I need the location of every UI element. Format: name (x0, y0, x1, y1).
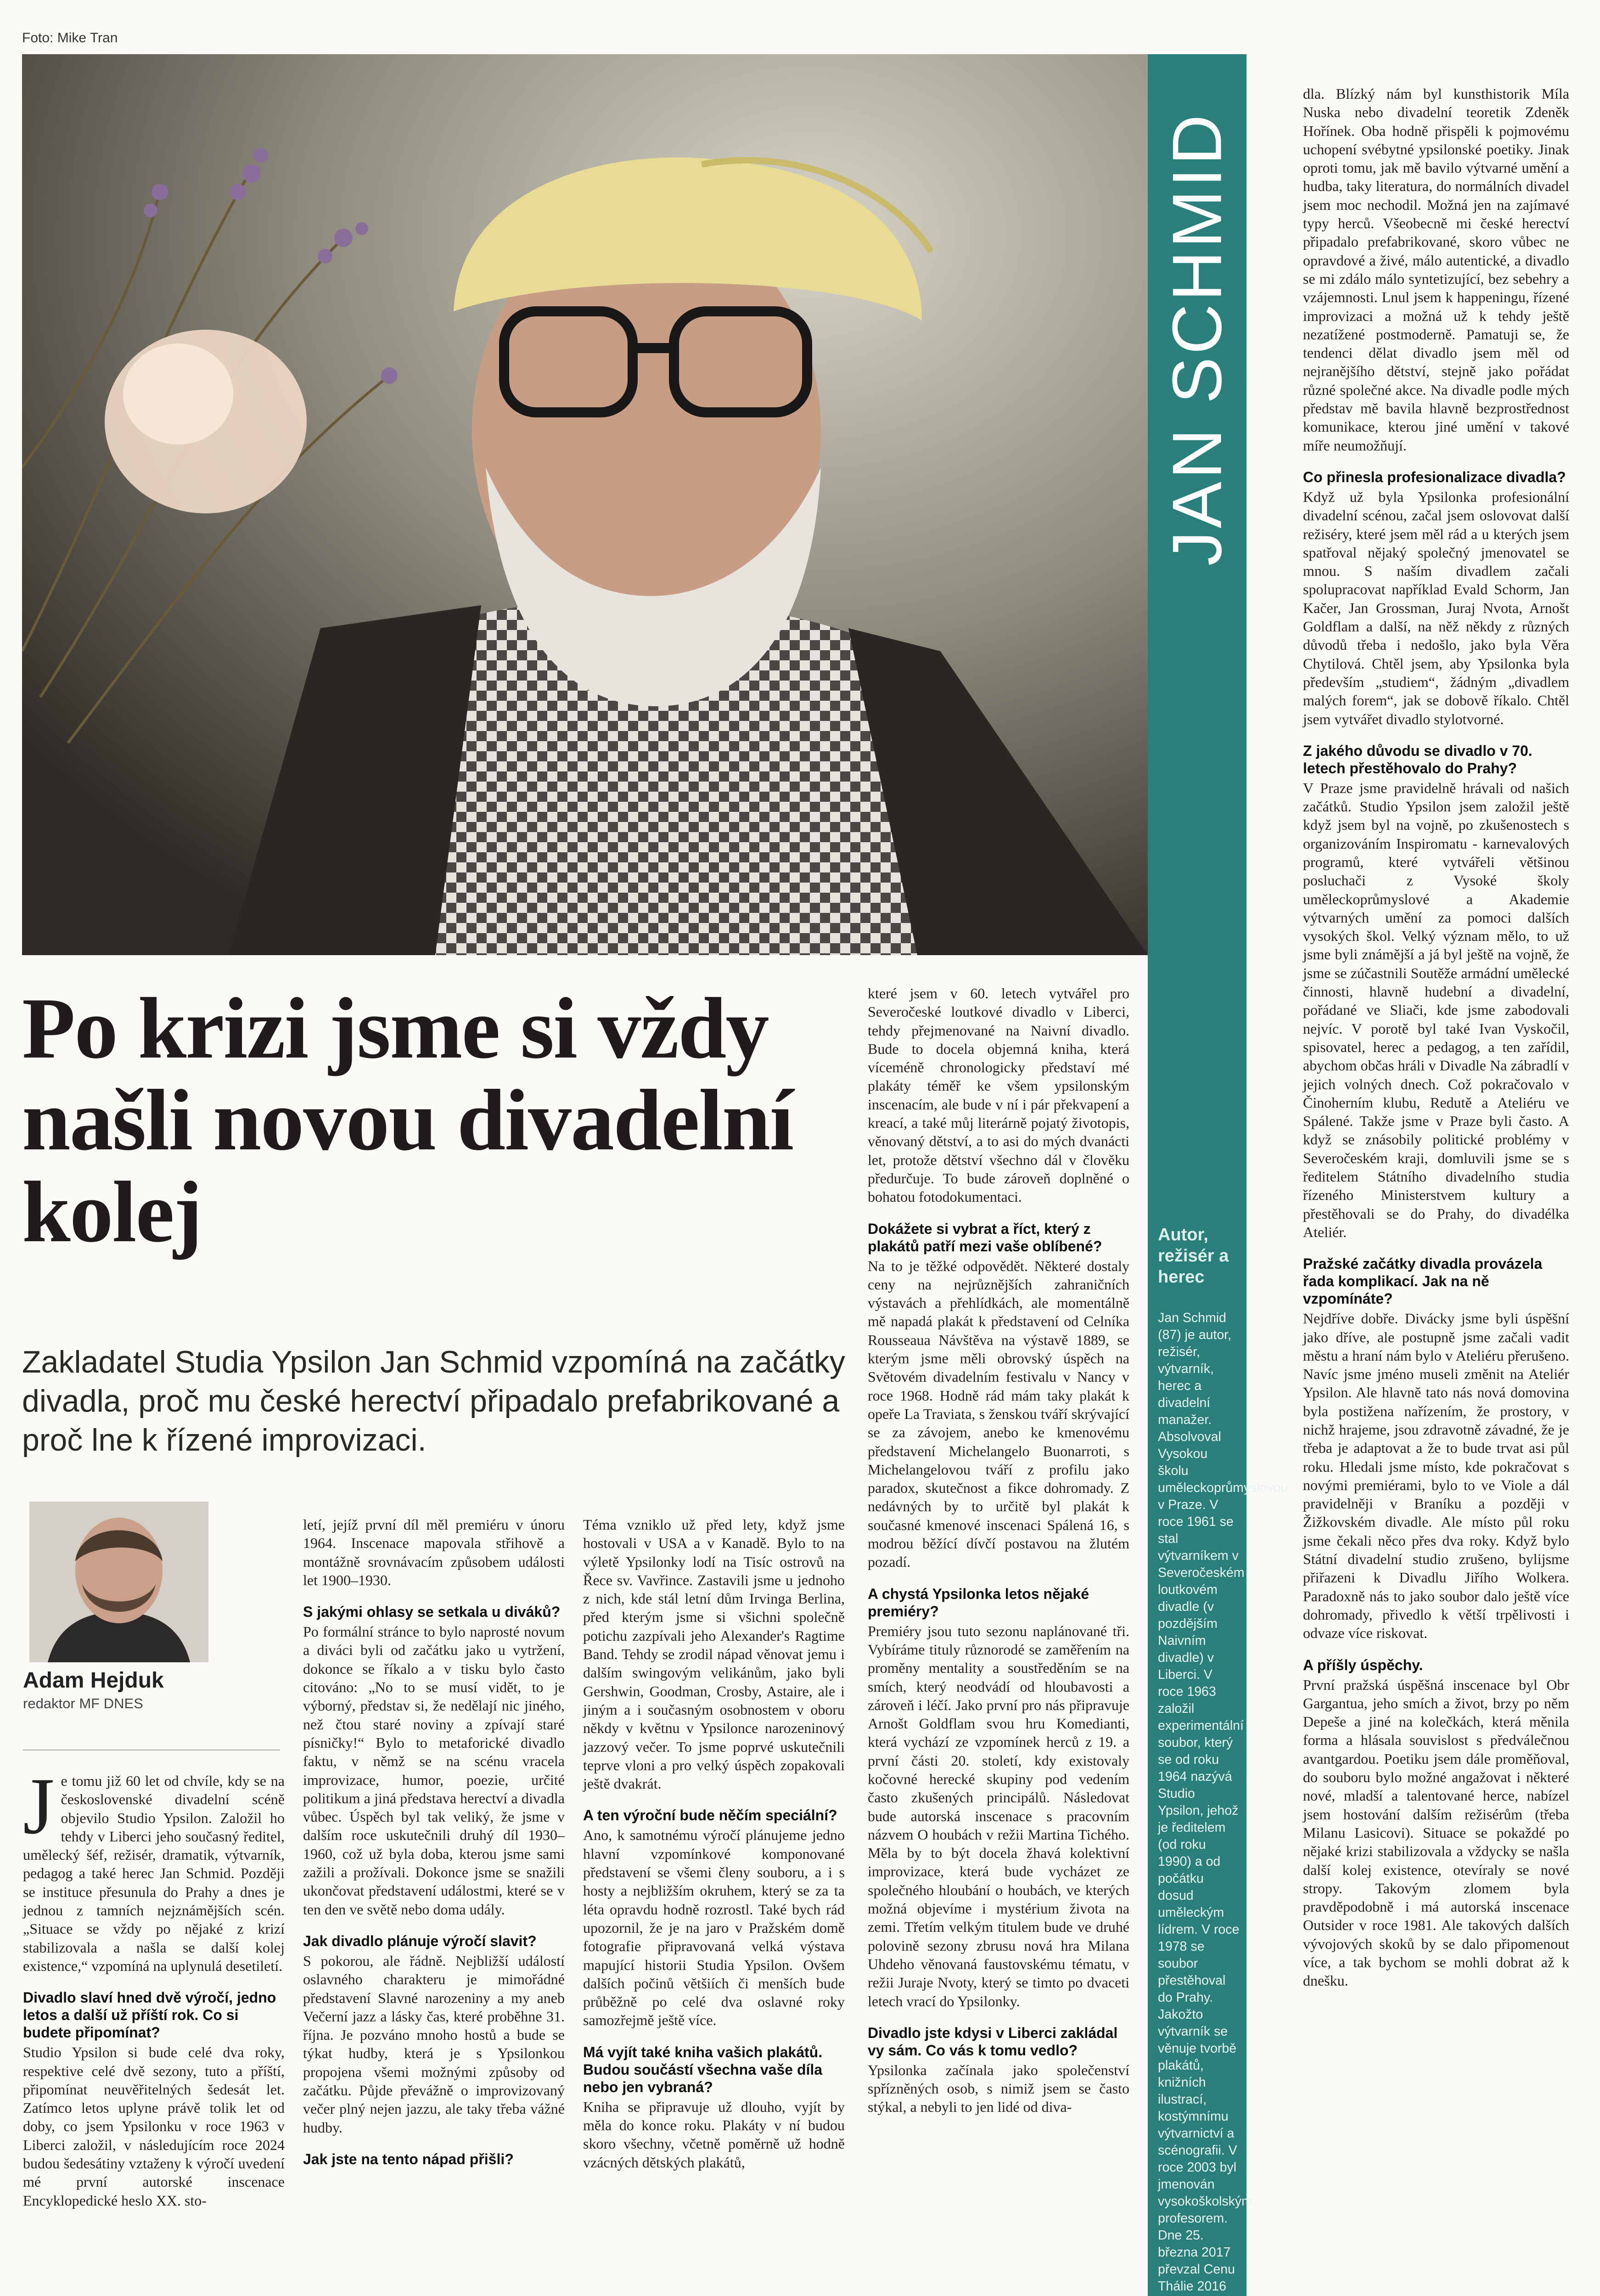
answer: letí, jejíž první díl měl premiéru v únoru 1964. Inscenace mapovala střihově a montážně srovnávacím způsobem události let 1900–1930. (303, 1516, 565, 1588)
question: S jakými ohlasy se setkala u diváků? (303, 1604, 561, 1621)
drop-cap: J (23, 1761, 55, 1851)
question: Co přinesla profesionalizace divadla? (1303, 468, 1566, 485)
headline: Po krizi jsme si vždy našli novou divadelní kolej (22, 980, 793, 1261)
intro-paragraph: Je tomu již 60 let od chvíle, kdy se na československé divadelní scéně objevilo Studio Ypsilon. Založil ho tehdy v Liberci jeho současný ředitel, umělecký šéf, režisér, dramatik, výtvarník, pedagog a také herec Jan Schmid. Později se instituce přesunula do Prahy a dnes je jednou z tamních nejznámějších scén. „Situace se vždy po nějaké z krizí stabilizovala a našla se další kolej existence,“ vzpomíná na uplynulá desetiletí. (23, 1761, 285, 1974)
question: Dokážete si vybrat a říct, který z plakátů patří mezi vaše oblíbené? (868, 1220, 1102, 1255)
answer: Premiéry jsou tuto sezonu naplánované tři. Vybíráme tituly různorodé se zaměřením na proměny mentality a soustředěním se na smích, který neodvádí od hloubavosti a zároveň i léčí. Jako první pro nás připravuje Arnošt Goldflam svou hru Komedianti, která vychází ze vzpomínek herců z 19. a první části 20. století, kdy existovaly kočovné herecké skupiny pod vedením často zkušených principálů. Následovat bude autorská inscenace s pracovním názvem O houbách v režii Martina Tichého. Měla by to být docela žhavá kolektivní improvizace, která bude vycházet ze společného hloubání o houbách, ve kterých možná objevíme i mystérium života na zemi. Třetím velkým titulem bude ve druhé polovině sezony zbrusu nová hra Milana Uhdeho věnovaná faustovskému tématu, v režii Juraje Nvoty, který se timto po dvaceti letech vrací do Ypsilonky. (868, 1622, 1129, 2009)
answer: S pokorou, ale řádně. Nejbližší událostí oslavného charakteru je mimořádné představení Slavné narozeniny a my aneb Večerní jazz a lásky čas, které proběhne 31. října. Je pozváno mnoho hostů a bude se týkat hudby, která je s Ypsilonkou propojena všemi možnými způsoby od začátku. Půjde převážně o improvizovaný večer plný nejen jazzu, ale taky třeba vážné hudby. (303, 1952, 565, 2136)
answer: Ypsilonka začínala jako společenství spřízněných osob, s nimiž jsem se často stýkal, a nebyli to jen lidé od diva- (868, 2061, 1129, 2116)
article-column-4 (868, 984, 1129, 2116)
answer: Kniha se připravuje už dlouho, vyjít by měla do konce roku. Plakáty v ní budou skoro všechny, včetně poměrně už hodně vzácných dětských plakátů, (583, 2098, 845, 2171)
question: Z jakého důvodu se divadlo v 70. letech přestěhovalo do Prahy? (1303, 742, 1533, 777)
article-column-1 (23, 1761, 285, 2210)
bio-text: Jan Schmid (87) je autor, režisér, výtvarník, herec a divadelní manažer. Absolvoval Vysokou školu uměleckoprůmyslovou v Praze. V roce 1961 se stal výtvarníkem v Severočeském loutkovém divadle (v pozdějším Naivním divadle) v Liberci. V roce 1963 založil experimentální soubor, který se od roku 1964 nazývá Studio Ypsilon, jehož je ředitelem (od roku 1990) a od počátku dosud uměleckým lídrem. V roce 1978 se soubor přestěhoval do Prahy. Jakožto výtvarník se věnuje tvorbě plakátů, knižních ilustrací, kostýmnímu výtvarnictví a scénografii. V roce 2003 byl jmenován vysokoškolským profesorem. Dne 25. března 2017 převzal Cenu Thálie 2016 (1158, 1311, 1288, 2294)
answer: První pražská úspěšná inscenace byl Obr Gargantua, jeho smích a život, brzy po něm Depeše a jiné na kolečkách, která měnila forma a hlásala souvislost s předválečnou avantgardou. Poetiku jsem dále proměňoval, do souboru bylo možné angažovat i některé nové, mladší a talentované herce, nabízel jsem hostování dalším režisérům (třeba Milanu Lasicovi). Situace se pokaždé po nějaké krizi stabilizovala a vždycky se našla další kolej existence, otevíraly se nové stropy. Takovým zlomem byla pravděpodobně i má autorská inscenace Outsider v roce 1981. Ale takových dalších vývojových skoků by se dalo připomenout více, a tak bychom se mohli dobrat až k dnešku. (1303, 1676, 1569, 1989)
author-avatar-illustration (29, 1502, 208, 1662)
portrait-photo (22, 54, 1148, 955)
question: Pražské začátky divadla provázela řada komplikací. Jak na ně vzpomínáte? (1303, 1255, 1543, 1307)
question: Divadlo jste kdysi v Liberci zakládal vy sám. Co vás k tomu vedlo? (868, 2024, 1118, 2059)
answer: Na to je těžké odpovědět. Některé dostaly ceny na nejrůznějších zahraničních výstavách a přehlídkách, ale momentálně mě napadá plakát k představení od Celníka Rousseaua Návštěva na výstavě 1889, se kterým jsme měli obrovský úspěch na Světovém divadelním festivalu v Nancy v roce 1968. Hodně rád mám taky plakát k opeře La Traviata, s ženskou tváří skrývající se za závojem, anebo ke kmenovému představení Michelangelo Buonarroti, s Michelangelovou tváří z profilu jako paradox, skutečnost a fikce dohromady. Z nedávných by to určitě byl plakát k současné kmenové inscenaci Spálená 16, s modrou běžící dívčí postavou na žlutém pozadí. (868, 1257, 1129, 1570)
subhead: Zakladatel Studia Ypsilon Jan Schmid vzpomíná na začátky divadla, proč mu české herectví připadalo prefabrikované a proč lne k řízené improvizaci. (22, 1345, 845, 1458)
answer: které jsem v 60. letech vytvářel pro Severočeské loutkové divadlo v Liberci, tehdy přejmenované na Naivní divadlo. Bude to docela objemná kniha, která víceméně chronologicky představí mé plakáty téměř ke všem ypsilonským inscenacím, ale bude v ní i pár překvapení a kreací, a také můj literárně pojatý životopis, věnovaný dětství, a to asi do mých dvanácti let, protože dětství všechno dál v člověku předurčuje. To bude zároveň doplněné o bohatou fotodokumentaci. (868, 985, 1129, 1205)
question: A chystá Ypsilonka letos nějaké premiéry? (868, 1585, 1089, 1620)
photo-credit: Foto: Mike Tran (22, 30, 118, 45)
article-column-5 (1303, 84, 1569, 1990)
portrait-illustration (22, 54, 1148, 955)
answer: Ano, k samotnému výročí plánujeme jedno hlavní vzpomínkové komponované představení se všemi členy souboru, a i s hosty a nejbližším okruhem, který se za ta léta opravdu hodně rozrostl. Také bych rád upozornil, že je na jaro v Pražském domě fotografie připravovaná velká výstava mapující historii Studia Ypsilon. Ovšem dalších počinů většiích či menších bude průběžně po celé dva oslavné roky samozřejmě ještě více. (583, 1827, 845, 2029)
article-column-3 (583, 1515, 845, 2172)
question: Má vyjít také kniha vašich plakátů. Budou součástí všechna vaše díla nebo jen vybraná? (583, 2043, 823, 2095)
answer: Nejdříve dobře. Divácky jsme byli úspěšní jako dříve, ale postupně jsme začali vadit městu a hraní nám bylo v Ateliéru přerušeno. Navíc jsme jméno museli změnit na Ateliér Ypsilon. Ale hlavně tato nás nová domovina byla postižena nařízením, že prostory, v nichž hrajeme, jsou zdravotně závadné, že je třeba je adaptovat a že to bude trvat asi půl roku. Hledali jsme místo, kde pokračovat s novými premiérami, bylo to ve Viole a dál pravidelněji v Braníku a později v Žižkovském divadle. Ale místo půl roku jsme čekali něco přes dva roky. Když bylo Státní divadelní studio zrušeno, bylijsme přiřazeni k Divadlu Jiřího Wolkera. Paradoxně nás to jako soubor dalo ještě více dohromady, přivedlo k větší trpělivosti i odvaze více riskovat. (1303, 1310, 1569, 1642)
answer: dla. Blízký nám byl kunsthistorik Míla Nuska nebo divadelní teoretik Zdeněk Hořínek. Oba hodně přispěli k pojmovému uchopení svébytné ypsilonské poetiky. Jinak oproti tomu, jak mě bavilo výtvarné umění a hudba, taky literatura, do normálních divadel jsem moc nechodil. Možná jen na zajímavé typy herců. Všeobecně mi české herectví připadalo prefabrikované, skoro vůbec ne opravdové a živé, málo autentické, a divadlo se mi zdálo málo syntetizující, bez sebehry a vzájemnosti. Lnul jsem k happeningu, řízené improvizaci a možná už k tehdy ještě nezatížené postmoderně. Pamatuji se, že tendenci dělat divadlo jsem měl od nejranějšího dětství, stejně jako pořádat různé společné akce. Na divadle podle mých představ mě bavila hlavně bezprostřednost komunikace, kterou jiné umění v takové míře neumožňují. (1303, 85, 1569, 454)
band-title: JAN SCHMID (1158, 112, 1236, 566)
author-name: Adam Hejduk (23, 1668, 164, 1693)
question: Divadlo slaví hned dvě výročí, jedno letos a další už příští rok. Co si budete připomínat? (23, 1989, 276, 2041)
article-column-2 (303, 1515, 565, 2170)
bio-heading: Autor, režisér a herec (1158, 1225, 1229, 1287)
author-role: redaktor MF DNES (23, 1695, 143, 1711)
question: A příšly úspěchy. (1303, 1656, 1423, 1673)
answer: Po formální stránce to bylo naprosté novum a diváci byli od začátku jako u vytržení, dokonce se říkalo a v tisku bylo často citováno: „No to se musí vidět, to je výborný, představ si, že nedělají nic jiného, než čtou staré noviny a zpívají staré písničky!“ Bylo to metaforické divadlo faktu, v němž se na scénu vracela improvizace, humor, poezie, určité politikum a jiná představa herectví a divadla vůbec. Úspěch byl tak veliký, že jsme v dalším roce uskutečnili druhý díl 1930–1960, což už byla doba, kterou jsme sami zažili a prožívali. Dokonce jsme se snažili ukončovat představení událostmi, které se v ten den ve světě nebo doma udály. (303, 1623, 565, 1918)
answer: Téma vzniklo už před lety, když jsme hostovali v USA a v Kanadě. Bylo to na výletě Ypsilonky lodí na Tisíc ostrovů na Řece sv. Vavřince. Zastavili jsme u jednoho z nich, kde stál letní dům Irvinga Berlina, před kterým jsme si všichni společně potichu zazpívali jeho Alexander's Ragtime Band. Tehdy se zrodil nápad věnovat jemu i dalším swingovým velikánům, jako byli Gershwin, Goodman, Crosby, Astaire, ale i jiným a i současným osobnostem v oboru někdy v květnu v Ypsilonce narozeninový jazzový večer. To jsme poprvé uskutečnili teprve vloni a pro velký úspěch zopakovali ještě dvakrát. (583, 1516, 845, 1792)
question: Jak divadlo plánuje výročí slavit? (303, 1932, 537, 1949)
answer: Když už byla Ypsilonka profesionální divadelní scénou, začal jsem oslovovat další režiséry, které jsem měl rád a u kterých jsem spatřoval nějaký společný jmenovatel se mnou. S naším divadlem začali spolupracovat například Evald Schorm, Jan Kačer, Jan Grossman, Juraj Nvota, Arnošt Goldflam a další, na něž někdy z různých důvodů třeba i nedošlo, jako byla Věra Chytilová. Chtěl jsem, aby Ypsilonka byla především „studiem“, žádným „divadlem malých forem“, jak se dobově říkalo. Chtěl jsem vytvářet divadlo stylotvorné. (1303, 488, 1569, 727)
answer: V Praze jsme pravidelně hrávali od našich začátků. Studio Ypsilon jsem založil ještě když jsem byl na vojně, po zkušenostech s organizováním Inspiromatu - karnevalových programů, které vytvářeli většinou posluchači z Vysoké školy uměleckoprůmyslové a Akademie výtvarných umění za pomoci dalších vysokých škol. Velký význam mělo, to už jsme byli známější a já byl ještě na vojně, že jsme se zúčastnili Soutěže armádní umělecké činnosti, hlavně hudební a divadelní, pořádané ve Sliači, kde jsme zabodovali nejvíc. V porotě byl také Ivan Vyskočil, spisovatel, herec a pedagog, a ten zařídil, abychom občas hráli v Divadle Na zábradlí v jejich volných dnech. Což pokračovalo v Činoherním klubu, Redutě a Ateliéru ve Spálené. Takže jsme v Praze byli často. A když se znásobily politické problémy v Severočeském kraji, domluvili jsme se s ředitelem Státního divadelního studia řízeného Ministerstvem kultury a přestěhovali se do Prahy, do divadélka Ateliér. (1303, 779, 1569, 1240)
question: A ten výroční bude něčím speciální? (583, 1807, 837, 1824)
author-photo (29, 1502, 208, 1662)
answer: Studio Ypsilon si bude celé dva roky, respektive celé dvě sezony, tuto a příští, připomínat neuvěřitelných šedesát let. Zatímco letos uplyne právě tolik let od doby, co jsem Ypsilonku v roce 1963 v Liberci založil, v následujícím roce 2024 budou šedesátiny vztaženy k výročí uvedení mé první autorské inscenace Encyklopedické heslo XX. sto- (23, 2044, 285, 2209)
name-band (1148, 54, 1246, 1207)
question: Jak jste na tento nápad přišli? (303, 2150, 514, 2167)
